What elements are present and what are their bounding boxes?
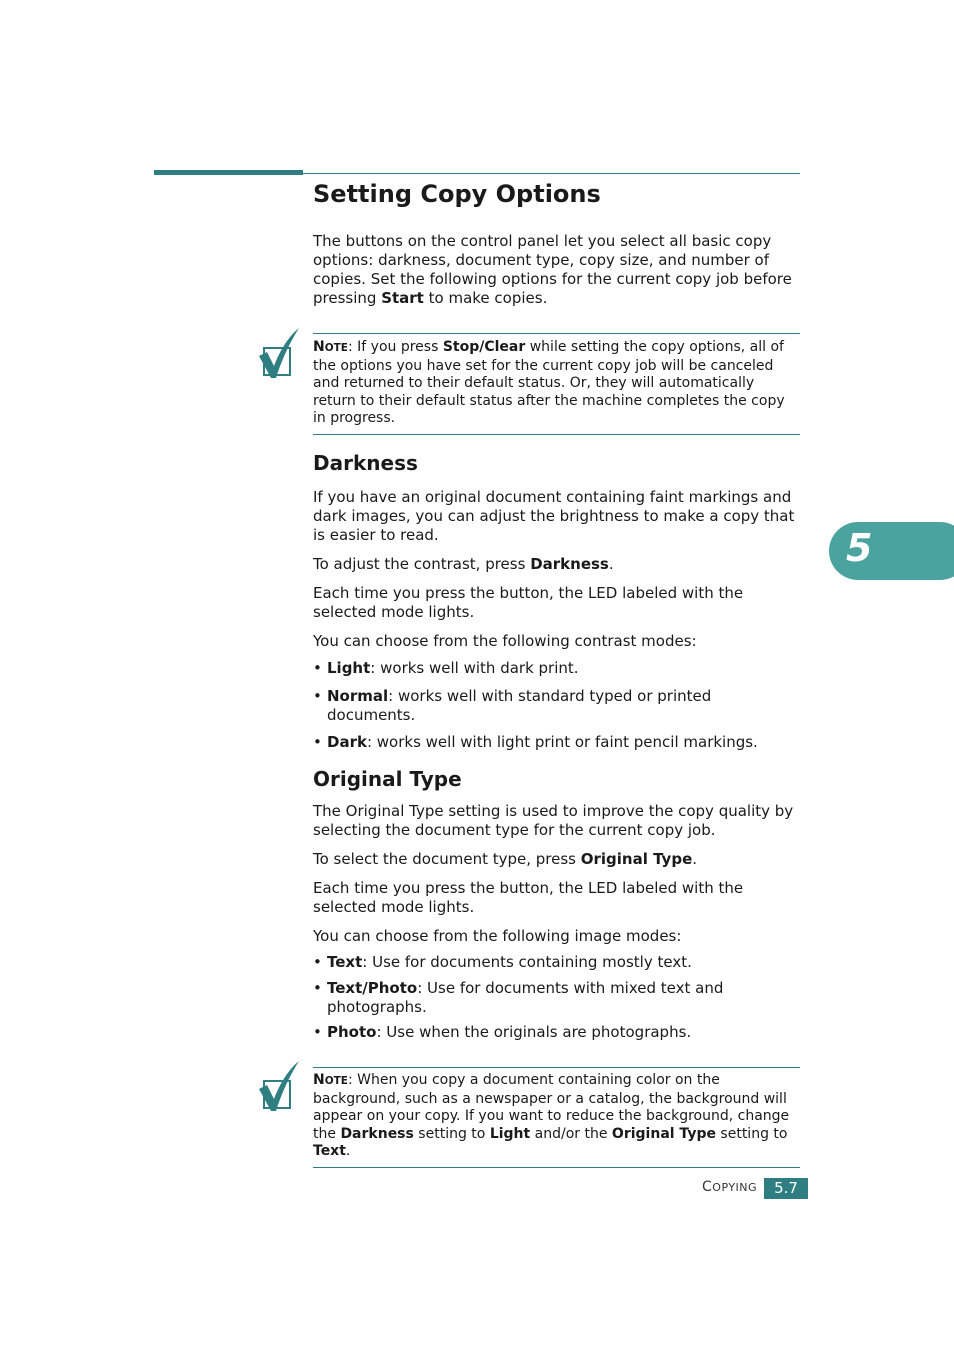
intro-paragraph: The buttons on the control panel let you select all basic copy options: darkness, document type, copy size, and number of copies. Set the following options for the current copy job before pressing Start to make copies. — [313, 232, 792, 307]
note1-bottom-rule — [313, 434, 800, 435]
note1-lead: NOTE — [313, 339, 348, 355]
original-type-paragraph-4: You can choose from the following image modes: — [313, 927, 682, 945]
checkmark-note-icon — [257, 326, 301, 380]
header-rule-thin — [303, 173, 800, 174]
original-type-heading: Original Type — [313, 767, 462, 791]
chapter-number: 5 — [846, 526, 873, 570]
footer-section-label: COPYING — [702, 1179, 758, 1195]
note2-top-rule — [313, 1067, 800, 1068]
darkness-paragraph-1: If you have an original document containing faint markings and dark images, you can adjust the brightness to make a copy that is easier to read. — [313, 488, 795, 544]
page-number: 5.7 — [764, 1178, 808, 1199]
list-item: • Photo: Use when the originals are photographs. — [313, 1023, 692, 1041]
note2-bottom-rule — [313, 1167, 800, 1168]
list-item: • Text/Photo: Use for documents with mixed text and photographs. — [313, 979, 724, 1016]
original-type-paragraph-3: Each time you press the button, the LED labeled with the selected mode lights. — [313, 879, 744, 916]
note2-lead: NOTE — [313, 1072, 348, 1088]
darkness-paragraph-3: Each time you press the button, the LED labeled with the selected mode lights. — [313, 584, 744, 621]
darkness-paragraph-4: You can choose from the following contrast modes: — [313, 632, 697, 650]
checkmark-note-icon — [257, 1059, 301, 1113]
page-title: Setting Copy Options — [313, 180, 601, 208]
darkness-paragraph-2: To adjust the contrast, press Darkness. — [313, 555, 614, 573]
darkness-heading: Darkness — [313, 451, 418, 475]
original-type-paragraph-1: The Original Type setting is used to improve the copy quality by selecting the document type for the current copy job. — [313, 802, 794, 839]
original-type-paragraph-2: To select the document type, press Original Type. — [313, 850, 698, 868]
list-item: • Light: works well with dark print. — [313, 659, 579, 677]
note1-text: NOTE: If you press Stop/Clear while setting the copy options, all of the options you have set for the current copy job will be canceled and returned to their default status. Or, they will automatically return to their default status after the machine completes the copy in progress. — [313, 339, 785, 426]
list-item: • Normal: works well with standard typed or printed documents. — [313, 687, 712, 724]
header-rule-thick — [154, 170, 303, 175]
note1-top-rule — [313, 333, 800, 334]
list-item: • Text: Use for documents containing mostly text. — [313, 953, 692, 971]
list-item: • Dark: works well with light print or faint pencil markings. — [313, 733, 758, 751]
note2-text: NOTE: When you copy a document containing color on the background, such as a newspaper or a catalog, the background will appear on your copy. If you want to reduce the background, change the Darkness setting to Light and/or the Original Type setting to Text. — [313, 1072, 790, 1159]
